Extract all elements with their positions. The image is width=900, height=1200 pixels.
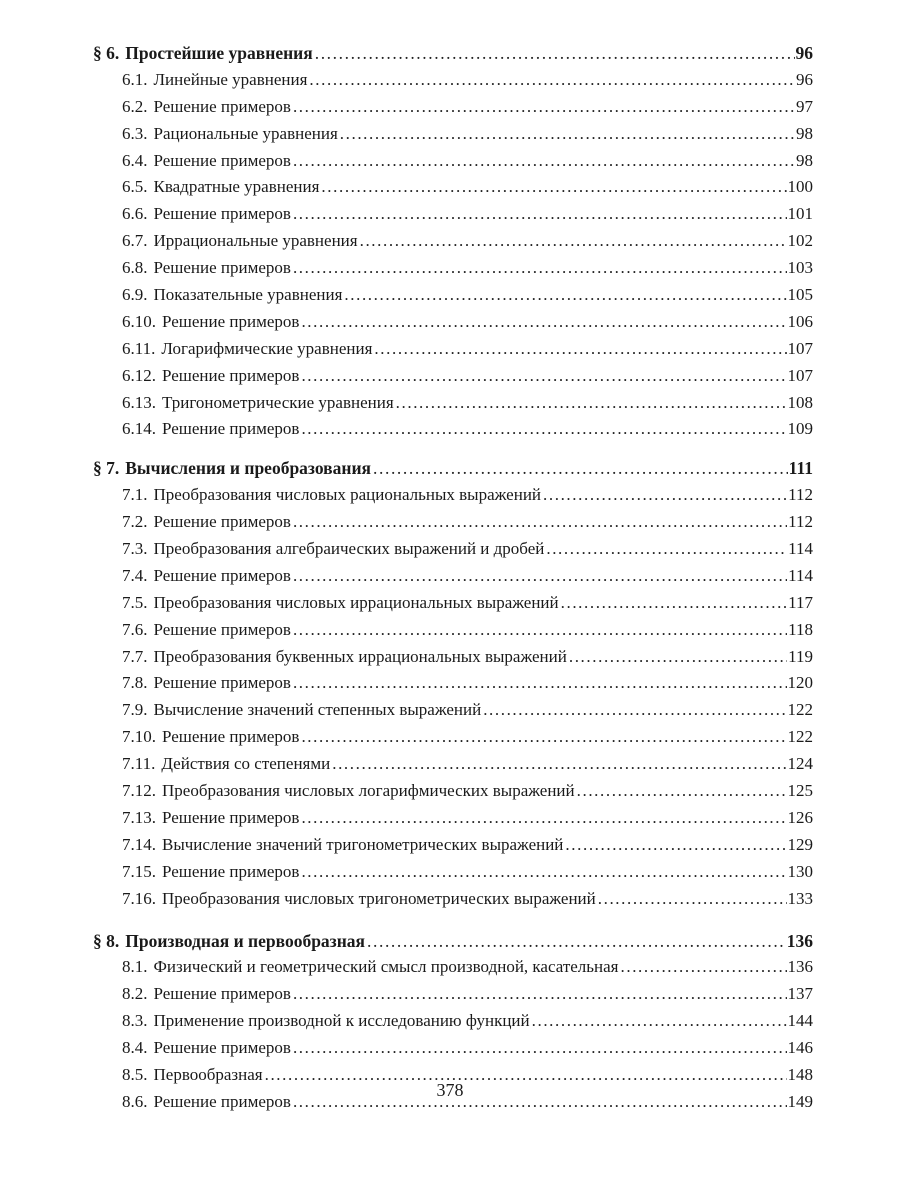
entry-title: Преобразования числовых иррациональных выражений [153, 592, 559, 612]
entry-page: 124 [787, 754, 813, 774]
toc-entry [93, 201, 813, 228]
entry-number: 6.1. [122, 69, 148, 89]
entry-number: 7.13. [122, 807, 156, 827]
toc-entry [93, 778, 813, 805]
entry-page: 107 [787, 338, 813, 358]
entry-page: 98 [796, 123, 813, 143]
entry-page: 109 [787, 419, 813, 439]
toc-entry [93, 228, 813, 255]
toc-entry [93, 832, 813, 859]
entry-title: Преобразования числовых рациональных выражений [153, 485, 542, 505]
dot-leader [315, 40, 795, 67]
entry-number: 7.6. [122, 619, 148, 639]
entry-page: 144 [787, 1011, 813, 1031]
toc-entry [93, 981, 813, 1008]
entry-number: § 8. [93, 930, 120, 951]
entry-number: 7.16. [122, 888, 156, 908]
entry-page: 119 [788, 646, 813, 666]
entry-number: 8.4. [122, 1038, 148, 1058]
dot-leader [367, 928, 786, 955]
dot-leader [293, 563, 787, 590]
toc-entry [93, 617, 813, 644]
dot-leader [293, 1035, 787, 1062]
dot-leader [374, 336, 786, 363]
entry-page: 146 [787, 1038, 813, 1058]
dot-leader [301, 724, 786, 751]
dot-leader [546, 536, 787, 563]
dot-leader [569, 644, 787, 671]
entry-title: Преобразования числовых тригонометрических выражений [162, 888, 596, 908]
entry-page: 125 [787, 781, 813, 801]
entry-number: 7.3. [122, 539, 148, 559]
entry-title: Решение примеров [153, 258, 291, 278]
dot-leader [293, 617, 787, 644]
dot-leader [301, 363, 786, 390]
entry-page: 126 [787, 807, 813, 827]
dot-leader [321, 174, 786, 201]
entry-title: Линейные уравнения [153, 69, 308, 89]
toc-entry [93, 805, 813, 832]
toc-entry [93, 255, 813, 282]
entry-page: 103 [787, 258, 813, 278]
entry-number: 6.11. [122, 338, 156, 358]
dot-leader [301, 309, 786, 336]
dot-leader [301, 416, 786, 443]
entry-page: 108 [787, 392, 813, 412]
entry-title: Решение примеров [153, 1038, 291, 1058]
entry-page: 130 [787, 861, 813, 881]
entry-title: Решение примеров [153, 150, 291, 170]
entry-number: 7.1. [122, 485, 148, 505]
entry-page: 112 [788, 485, 813, 505]
entry-title: Решение примеров [153, 512, 291, 532]
entry-page: 136 [786, 930, 813, 951]
entry-page: 122 [787, 700, 813, 720]
entry-page: 148 [787, 1064, 813, 1084]
dot-leader [340, 121, 795, 148]
entry-title: Решение примеров [162, 365, 300, 385]
entry-page: 118 [788, 619, 813, 639]
dot-leader [309, 67, 795, 94]
toc-entry [93, 590, 813, 617]
entry-number: 7.7. [122, 646, 148, 666]
toc-entry [93, 954, 813, 981]
entry-number: 7.2. [122, 512, 148, 532]
entry-title: Первообразная [153, 1064, 263, 1084]
toc-entry [93, 724, 813, 751]
entry-number: 6.12. [122, 365, 156, 385]
entry-title: Решение примеров [162, 419, 300, 439]
toc-entry [93, 536, 813, 563]
entry-number: 6.9. [122, 285, 148, 305]
entry-page: 96 [796, 69, 813, 89]
entry-title: Квадратные уравнения [153, 177, 320, 197]
entry-number: 8.5. [122, 1064, 148, 1084]
toc-entry [93, 416, 813, 443]
entry-title: Решение примеров [162, 311, 300, 331]
entry-page: 122 [787, 727, 813, 747]
entry-number: 8.2. [122, 984, 148, 1004]
dot-leader [577, 778, 787, 805]
dot-leader [293, 981, 787, 1008]
dot-leader [301, 859, 786, 886]
entry-page: 114 [788, 565, 813, 585]
entry-number: 8.6. [122, 1091, 148, 1111]
dot-leader [332, 751, 786, 778]
entry-number: 8.1. [122, 957, 148, 977]
toc-entry [93, 148, 813, 175]
entry-title: Простейшие уравнения [125, 43, 313, 63]
toc-entry [93, 282, 813, 309]
entry-page: 137 [787, 984, 813, 1004]
toc-entry [93, 482, 813, 509]
entry-number: 7.9. [122, 700, 148, 720]
dot-leader [293, 201, 787, 228]
section-heading [93, 928, 813, 955]
entry-title: Показательные уравнения [153, 285, 343, 305]
dot-leader [543, 482, 787, 509]
section-heading [93, 455, 813, 482]
toc-entry [93, 644, 813, 671]
dot-leader [598, 886, 787, 913]
entry-title: Логарифмические уравнения [161, 338, 373, 358]
entry-number: 7.8. [122, 673, 148, 693]
dot-leader [532, 1008, 787, 1035]
toc-entry [93, 563, 813, 590]
toc-entry [93, 390, 813, 417]
entry-title: Решение примеров [153, 984, 291, 1004]
toc-entry [93, 1035, 813, 1062]
entry-page: 120 [787, 673, 813, 693]
entry-title: Решение примеров [153, 96, 291, 116]
entry-number: 6.8. [122, 258, 148, 278]
toc-entry [93, 363, 813, 390]
entry-title: Решение примеров [153, 204, 291, 224]
dot-leader [293, 94, 795, 121]
entry-page: 96 [795, 43, 813, 63]
entry-title: Иррациональные уравнения [153, 231, 358, 251]
dot-leader [483, 697, 786, 724]
entry-title: Физический и геометрический смысл производной, касательная [153, 957, 619, 977]
entry-page: 105 [787, 285, 813, 305]
entry-title: Тригонометрические уравнения [162, 392, 394, 412]
entry-number: § 7. [93, 458, 120, 479]
toc-entry [93, 509, 813, 536]
entry-title: Рациональные уравнения [153, 123, 338, 143]
entry-number: 6.4. [122, 150, 148, 170]
entry-page: 129 [787, 834, 813, 854]
entry-page: 102 [787, 231, 813, 251]
toc-entry [93, 751, 813, 778]
toc-section [93, 455, 813, 912]
entry-number: 6.13. [122, 392, 156, 412]
entry-page: 106 [787, 311, 813, 331]
entry-title: Решение примеров [162, 807, 300, 827]
entry-title: Вычисление значений степенных выражений [153, 700, 482, 720]
dot-leader [293, 670, 787, 697]
entry-number: 7.14. [122, 834, 156, 854]
page-number: 378 [436, 1080, 464, 1100]
entry-page: 101 [787, 204, 813, 224]
toc-entry [93, 859, 813, 886]
toc-entry [93, 670, 813, 697]
dot-leader [565, 832, 786, 859]
toc-entry [93, 309, 813, 336]
entry-title: Преобразования буквенных иррациональных выражений [153, 646, 567, 666]
entry-title: Решение примеров [162, 727, 300, 747]
entry-title: Решение примеров [162, 861, 300, 881]
entry-page: 111 [788, 458, 813, 479]
entry-number: 7.15. [122, 861, 156, 881]
dot-leader [301, 805, 786, 832]
entry-title: Применение производной к исследованию функций [153, 1011, 530, 1031]
entry-title: Решение примеров [153, 619, 291, 639]
dot-leader [396, 390, 787, 417]
toc-entry [93, 94, 813, 121]
dot-leader [621, 954, 787, 981]
entry-number: 6.3. [122, 123, 148, 143]
section-heading [93, 40, 813, 67]
dot-leader [293, 148, 795, 175]
entry-title: Вычисление значений тригонометрических выражений [162, 834, 564, 854]
entry-number: 6.7. [122, 231, 148, 251]
dot-leader [561, 590, 788, 617]
entry-title: Действия со степенями [161, 754, 331, 774]
dot-leader [373, 455, 788, 482]
entry-page: 114 [788, 539, 813, 559]
dot-leader [293, 255, 787, 282]
entry-number: 8.3. [122, 1011, 148, 1031]
entry-title: Решение примеров [153, 565, 291, 585]
entry-number: 6.6. [122, 204, 148, 224]
toc-entry [93, 174, 813, 201]
entry-title: Решение примеров [153, 673, 291, 693]
toc-section [93, 40, 813, 443]
entry-title: Решение примеров [153, 1091, 291, 1111]
entry-page: 117 [788, 592, 813, 612]
entry-page: 107 [787, 365, 813, 385]
toc-entry [93, 1008, 813, 1035]
entry-title: Производная и первообразная [125, 930, 366, 951]
entry-title: Преобразования числовых логарифмических выражений [162, 781, 575, 801]
entry-title: Преобразования алгебраических выражений и дробей [153, 539, 545, 559]
entry-number: 7.10. [122, 727, 156, 747]
toc-entry [93, 67, 813, 94]
entry-number: 7.11. [122, 754, 156, 774]
entry-page: 133 [787, 888, 813, 908]
entry-number: 6.2. [122, 96, 148, 116]
entry-page: 98 [796, 150, 813, 170]
entry-number: 7.5. [122, 592, 148, 612]
table-of-contents [93, 40, 813, 1128]
entry-number: 6.5. [122, 177, 148, 197]
entry-number: 6.14. [122, 419, 156, 439]
entry-title: Вычисления и преобразования [125, 458, 372, 479]
entry-page: 149 [787, 1091, 813, 1111]
entry-number: 7.12. [122, 781, 156, 801]
entry-number: 7.4. [122, 565, 148, 585]
entry-number: § 6. [93, 43, 120, 63]
toc-entry [93, 886, 813, 913]
entry-page: 97 [796, 96, 813, 116]
entry-page: 136 [787, 957, 813, 977]
toc-entry [93, 336, 813, 363]
dot-leader [293, 509, 787, 536]
entry-page: 112 [788, 512, 813, 532]
entry-page: 100 [787, 177, 813, 197]
toc-entry [93, 121, 813, 148]
dot-leader [360, 228, 787, 255]
dot-leader [344, 282, 786, 309]
entry-number: 6.10. [122, 311, 156, 331]
toc-entry [93, 697, 813, 724]
